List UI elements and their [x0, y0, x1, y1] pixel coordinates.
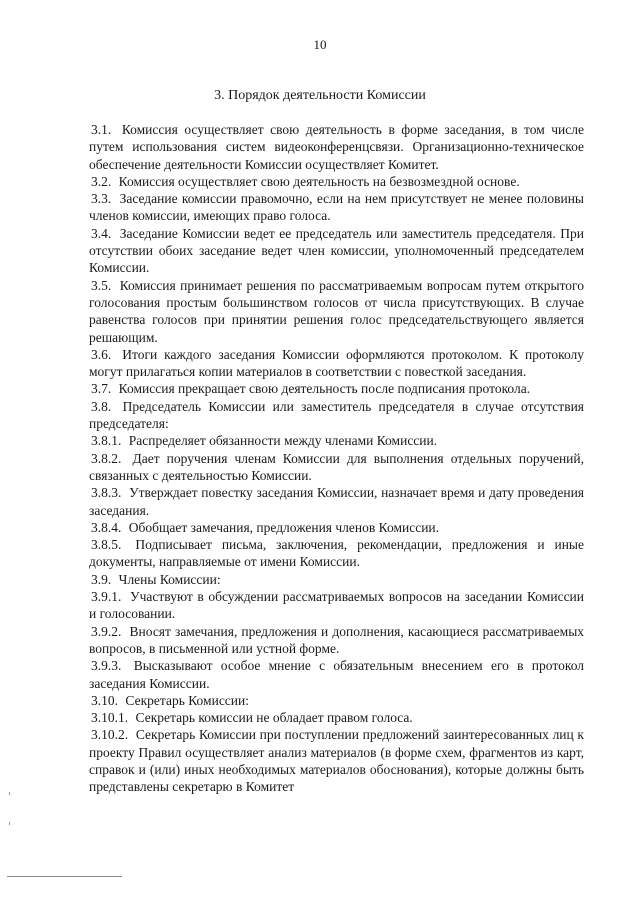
paragraph-text: Члены Комиссии:: [118, 571, 221, 587]
paragraph-text: Подписывает письма, заключения, рекомендации, предложения и иные документы, направляемые от имени Комиссии.: [89, 537, 584, 570]
paragraph: [89, 588, 584, 623]
paragraph-number: 3.1.: [91, 122, 112, 137]
paragraph-number: 3.10.1.: [91, 710, 129, 726]
footer-rule: [7, 876, 122, 877]
paragraph-text: Комиссия принимает решения по рассматриваемым вопросам путем открытого голосования простым большинством голосов от числа присутствующих. В случае равенства голосов при принятии решения голос председательствующего является решающим.: [89, 277, 585, 345]
paragraph-text: Заседание Комиссии ведет ее председатель или заместитель председателя. При отсутствии обоих заседание ведет член комиссии, уполномоченный председателем Комиссии.: [89, 225, 584, 276]
document-body: [89, 121, 584, 796]
paragraph: [89, 380, 584, 397]
paragraph: [89, 190, 584, 225]
paragraph-text: Итоги каждого заседания Комиссии оформляются протоколом. К протоколу могут прилагаться копии материалов в соответствии с повесткой заседания.: [89, 346, 584, 380]
paragraph-number: 3.10.2.: [91, 727, 129, 743]
paragraph-text: Комиссия осуществляет свою деятельность в форме заседания, в том числе путем использования систем видеоконференцсвязи. Организационно-техническое обеспечение деятельности Комиссии осуществляет Комитет.: [89, 122, 584, 172]
paragraph: [89, 726, 584, 795]
paragraph: [89, 623, 584, 658]
paragraph: [89, 657, 584, 692]
paragraph-number: 3.5.: [91, 277, 112, 293]
paragraph-number: 3.9.3.: [91, 658, 122, 674]
paragraph-number: 3.8.1.: [91, 433, 122, 449]
paragraph-number: 3.6.: [91, 346, 112, 362]
paragraph: [89, 519, 584, 536]
paragraph-number: 3.9.1.: [91, 589, 122, 605]
paragraph: [89, 571, 584, 588]
paragraph-text: Распределяет обязанности между членами Комиссии.: [128, 433, 438, 449]
paragraph-number: 3.8.3.: [91, 485, 122, 501]
paragraph: [89, 346, 584, 381]
paragraph: [89, 398, 584, 433]
paragraph-text: Участвуют в обсуждении рассматриваемых вопросов на заседании Комиссии и голосовании.: [89, 589, 585, 622]
paragraph-text: Высказывают особое мнение с обязательным внесением его в протокол заседания Комиссии.: [89, 658, 585, 691]
paragraph: [89, 450, 584, 485]
paragraph: [89, 536, 584, 571]
section-title: 3. Порядок деятельности Комиссии: [214, 88, 426, 103]
paragraph-text: Утверждает повестку заседания Комиссии, назначает время и дату проведения заседания.: [89, 485, 584, 518]
paragraph-text: Секретарь Комиссии при поступлении предложений заинтересованных лиц к проекту Правил осуществляет анализ материалов (в форме схем, фрагментов из карт, справок и (или) иных необходимых материалов обоснования), которые должны быть представлены секретарю в Комитет: [89, 727, 584, 795]
paragraph-number: 3.3.: [91, 191, 112, 207]
paragraph-text: Секретарь Комиссии:: [125, 692, 249, 708]
paragraph-number: 3.2.: [91, 173, 112, 189]
paragraph: [89, 173, 584, 190]
scan-margin-mark: [9, 822, 10, 825]
paragraph-text: Комиссия осуществляет свою деятельность на безвозмездной основе.: [118, 173, 520, 189]
page-number: 10: [313, 37, 327, 52]
paragraph-text: Вносят замечания, предложения и дополнения, касающиеся рассматриваемых вопросов, в письменной или устной форме.: [89, 623, 585, 656]
paragraph-number: 3.8.2.: [91, 450, 122, 466]
scan-margin-mark: [9, 792, 10, 795]
paragraph: [89, 121, 584, 173]
paragraph: [89, 692, 584, 709]
paragraph-text: Комиссия прекращает свою деятельность после подписания протокола.: [118, 381, 531, 397]
paragraph-number: 3.10.: [91, 692, 118, 708]
paragraph-number: 3.4.: [91, 225, 112, 241]
paragraph-text: Дает поручения членам Комиссии для выполнения отдельных поручений, связанных с деятельностью Комиссии.: [89, 450, 584, 483]
paragraph-number: 3.9.2.: [91, 623, 122, 639]
paragraph-text: Секретарь комиссии не обладает правом голоса.: [135, 710, 413, 726]
paragraph: [89, 484, 584, 519]
paragraph-text: Обобщает замечания, предложения членов Комиссии.: [128, 519, 440, 535]
paragraph-text: Заседание комиссии правомочно, если на нем присутствует не менее половины членов комиссии, имеющих право голоса.: [89, 191, 584, 224]
paragraph-number: 3.7.: [91, 381, 112, 397]
paragraph-text: Председатель Комиссии или заместитель председателя в случае отсутствия председателя:: [89, 398, 584, 432]
paragraph-number: 3.8.: [91, 398, 112, 414]
paragraph: [89, 709, 584, 726]
paragraph: [89, 432, 584, 449]
paragraph-number: 3.8.5.: [91, 537, 122, 553]
paragraph-number: 3.9.: [91, 571, 112, 587]
paragraph-number: 3.8.4.: [91, 519, 122, 535]
paragraph: [89, 225, 584, 277]
paragraph: [89, 277, 584, 346]
